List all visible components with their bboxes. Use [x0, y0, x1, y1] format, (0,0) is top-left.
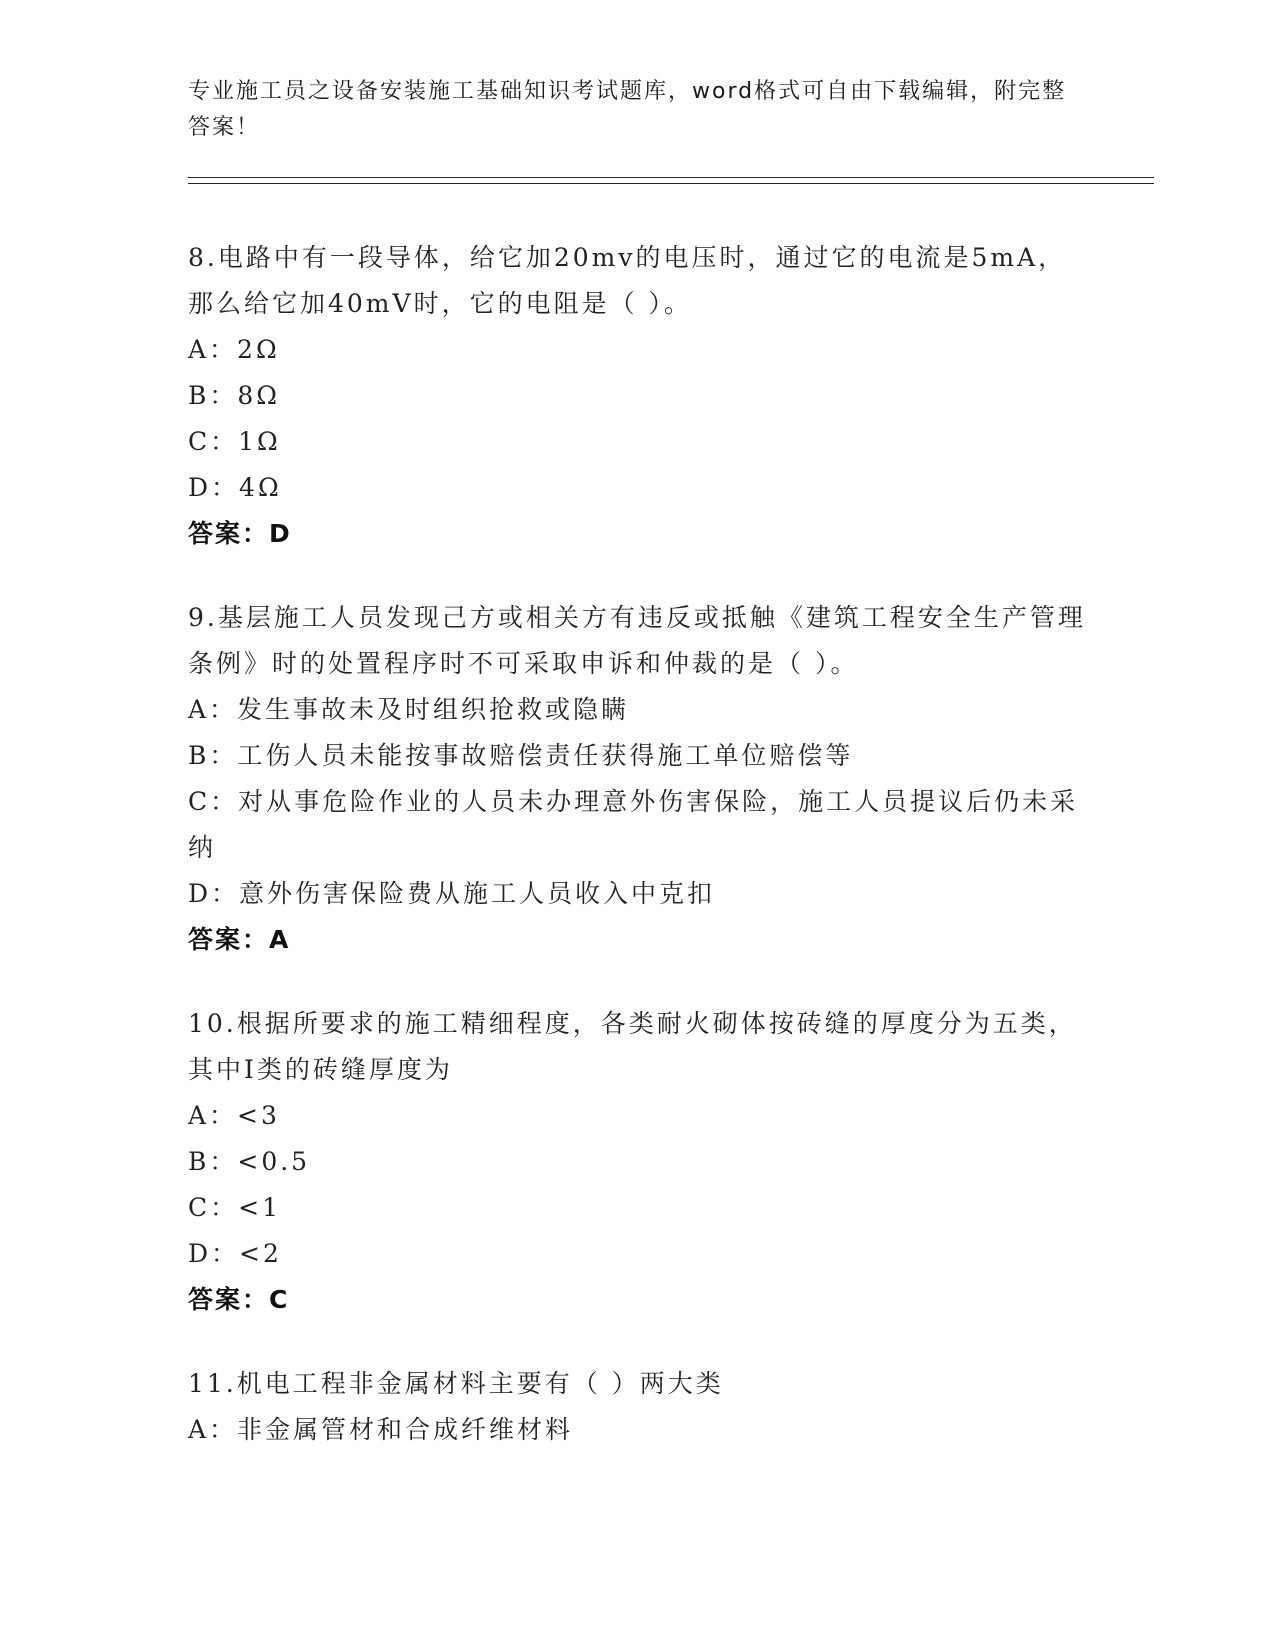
- option-d: D：<2: [188, 1239, 282, 1268]
- question-list: [188, 235, 1088, 1453]
- option-a: A：2Ω: [188, 335, 280, 364]
- option-a: A：发生事故未及时组织抢救或隐瞒: [188, 695, 630, 724]
- option-b: B：工伤人员未能按事故赔偿责任获得施工单位赔偿等: [188, 741, 854, 770]
- option-c: C：<1: [188, 1193, 281, 1222]
- option-b: B：<0.5: [188, 1147, 311, 1176]
- question-9: [188, 595, 1088, 963]
- question-11: [188, 1361, 1088, 1453]
- option-d: D：意外伤害保险费从施工人员收入中克扣: [188, 879, 716, 908]
- option-c: C：1Ω: [188, 427, 281, 456]
- header-divider-top: [188, 177, 1154, 178]
- question-spacer: [188, 1323, 1088, 1361]
- question-spacer: [188, 557, 1088, 595]
- option-a: A：非金属管材和合成纤维材料: [188, 1415, 574, 1444]
- question-stem: 8.电路中有一段导体，给它加20mv的电压时，通过它的电流是5mA，那么给它加40mV时，它的电阻是（ ）。: [188, 243, 1067, 318]
- answer: 答案：D: [188, 519, 292, 548]
- question-stem: 10.根据所要求的施工精细程度，各类耐火砌体按砖缝的厚度分为五类，其中I类的砖缝厚度为: [188, 1009, 1077, 1084]
- question-10: [188, 1001, 1088, 1323]
- answer: 答案：C: [188, 1285, 290, 1314]
- answer: 答案：A: [188, 925, 291, 954]
- option-b: B：8Ω: [188, 381, 281, 410]
- option-d: D：4Ω: [188, 473, 282, 502]
- document-header: 专业施工员之设备安装施工基础知识考试题库，word格式可自由下载编辑，附完整答案！: [188, 79, 1067, 140]
- header-divider-bottom: [188, 183, 1154, 184]
- option-c: C：对从事危险作业的人员未办理意外伤害保险，施工人员提议后仍未采纳: [188, 787, 1079, 862]
- question-8: [188, 235, 1088, 557]
- option-a: A：<3: [188, 1101, 280, 1130]
- question-stem: 9.基层施工人员发现己方或相关方有违反或抵触《建筑工程安全生产管理条例》时的处置程序时不可采取申诉和仲裁的是（ ）。: [188, 603, 1086, 678]
- question-stem: 11.机电工程非金属材料主要有（ ）两大类: [188, 1369, 724, 1398]
- question-spacer: [188, 963, 1088, 1001]
